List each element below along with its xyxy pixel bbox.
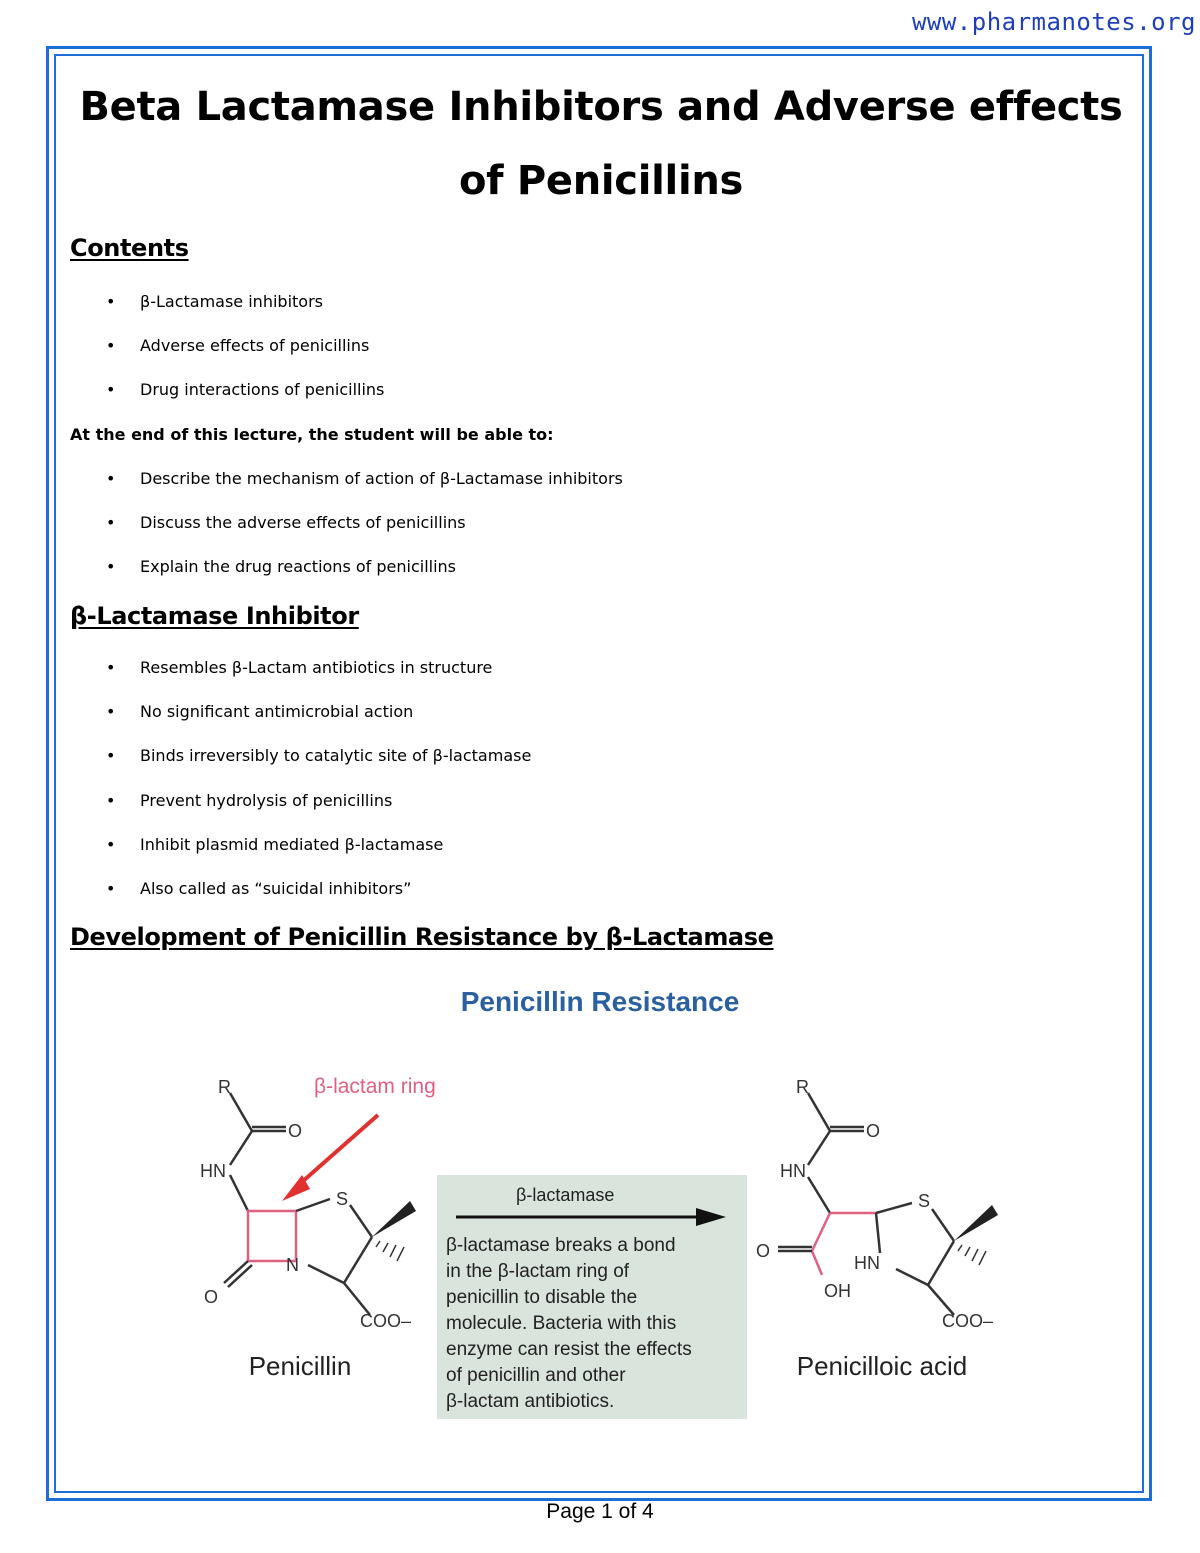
enzyme-label: β-lactamase <box>516 1185 615 1205</box>
svg-text:S: S <box>918 1191 931 1211</box>
bullet-icon: • <box>106 834 116 854</box>
bullet-icon: • <box>106 380 116 400</box>
objectives-list <box>70 469 623 602</box>
bullet-icon: • <box>106 878 116 898</box>
svg-text:enzyme can resist the effects: enzyme can resist the effects <box>446 1339 692 1360</box>
svg-text:β-lactamase breaks a bond: β-lactamase breaks a bond <box>446 1235 676 1256</box>
svg-text:HN: HN <box>854 1253 880 1273</box>
svg-text:COO–: COO– <box>360 1311 412 1331</box>
objectives-intro: At the end of this lecture, the student will be able to: <box>70 425 554 444</box>
svg-text:O: O <box>866 1121 881 1141</box>
contents-heading: Contents <box>70 234 189 262</box>
svg-text:of penicillin and other: of penicillin and other <box>446 1365 626 1386</box>
svg-text:S: S <box>336 1189 349 1209</box>
site-url[interactable]: www.pharmanotes.org <box>911 8 1196 36</box>
list-item: • Resembles β-Lactam antibiotics in structure <box>106 658 493 677</box>
svg-text:O: O <box>204 1287 219 1307</box>
svg-text:COO–: COO– <box>942 1311 994 1331</box>
bullet-icon: • <box>106 702 116 722</box>
bullet-icon: • <box>106 336 116 356</box>
figure-title: Penicillin Resistance <box>460 986 740 1017</box>
penicilloic-acid-name: Penicilloic acid <box>796 1351 968 1381</box>
bullet-icon: • <box>106 513 116 533</box>
penicilloic-acid-structure <box>778 1093 998 1315</box>
svg-text:HN: HN <box>780 1161 806 1181</box>
contents-list <box>70 292 384 425</box>
penicillin-name: Penicillin <box>248 1351 352 1381</box>
penicillin-resistance-figure <box>190 975 1010 1425</box>
svg-text:OH: OH <box>824 1281 851 1301</box>
list-item: • Describe the mechanism of action of β-Lactamase inhibitors <box>106 469 623 488</box>
inhibitor-heading: β-Lactamase Inhibitor <box>70 602 359 630</box>
bullet-icon: • <box>106 658 116 677</box>
list-item: • β-Lactamase inhibitors <box>106 292 323 311</box>
beta-lactam-ring <box>248 1211 296 1261</box>
document-body <box>70 70 1132 951</box>
list-item: • Inhibit plasmid mediated β-lactamase <box>106 834 444 854</box>
beta-lactam-ring-label: β-lactam ring <box>314 1075 436 1098</box>
penicillin-atoms <box>200 1077 411 1331</box>
svg-text:R: R <box>218 1077 231 1097</box>
bullet-icon: • <box>106 469 116 488</box>
list-item: • Prevent hydrolysis of penicillins <box>106 790 393 810</box>
svg-text:R: R <box>796 1077 809 1097</box>
resistance-heading: Development of Penicillin Resistance by β-Lactamase <box>70 923 774 951</box>
penicillin-structure <box>224 1093 416 1315</box>
list-item: • Also called as “suicidal inhibitors” <box>106 878 412 898</box>
page-title: Beta Lactamase Inhibitors and Adverse effects of Penicillins <box>79 84 1123 204</box>
svg-text:molecule. Bacteria with this: molecule. Bacteria with this <box>446 1313 677 1334</box>
bullet-icon: • <box>106 746 116 766</box>
list-item: • Adverse effects of penicillins <box>106 336 370 356</box>
bullet-icon: • <box>106 557 116 577</box>
svg-text:HN: HN <box>200 1161 226 1181</box>
list-item: • Discuss the adverse effects of penicillins <box>106 513 466 533</box>
bullet-icon: • <box>106 790 116 810</box>
list-item: • Explain the drug reactions of penicillins <box>106 557 457 577</box>
inhibitor-list <box>70 658 531 923</box>
bullet-icon: • <box>106 292 116 311</box>
svg-text:N: N <box>286 1255 299 1275</box>
svg-text:in the β-lactam ring of: in the β-lactam ring of <box>446 1261 630 1282</box>
list-item: • Drug interactions of penicillins <box>106 380 385 400</box>
svg-text:O: O <box>756 1241 771 1261</box>
list-item: • Binds irreversibly to catalytic site of β-lactamase <box>106 746 532 766</box>
penicilloic-atoms <box>756 1077 993 1331</box>
page-number: Page 1 of 4 <box>546 1500 654 1523</box>
list-item: • No significant antimicrobial action <box>106 702 414 722</box>
svg-text:O: O <box>288 1121 303 1141</box>
svg-text:β-lactam antibiotics.: β-lactam antibiotics. <box>446 1391 615 1412</box>
svg-text:penicillin to disable the: penicillin to disable the <box>446 1287 638 1308</box>
